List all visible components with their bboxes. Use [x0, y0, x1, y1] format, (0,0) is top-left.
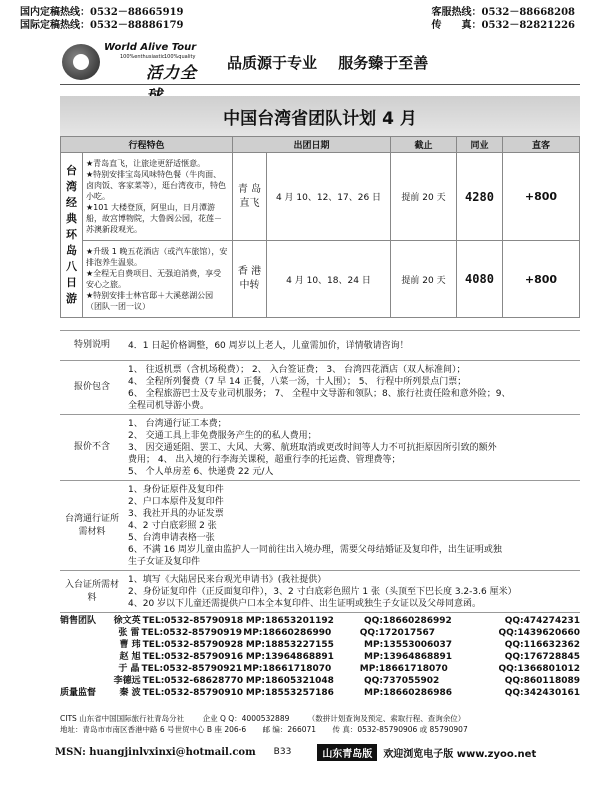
header-cutoff: 截止: [391, 137, 457, 153]
feature-line: ★特别安排士林官邸＋大溪慈湖公园: [86, 291, 214, 301]
direct-price: +800: [503, 153, 580, 241]
contact-tel: TEL:0532-85790921: [141, 664, 243, 674]
contact-role: 销售团队: [60, 616, 97, 626]
contact-mp: MP:18553257186: [245, 688, 334, 698]
info-line: 1、 往返机票（含机场税费）； 2、 入台签证费； 3、 台湾四花酒店（双人标准间）；: [128, 364, 466, 375]
contact-qq2: QQ:342430161: [504, 688, 580, 698]
company-address: 地址：青岛市市南区香港中路 6 号世贸中心 B 座 206-6: [60, 725, 247, 734]
peer-price: 4280: [457, 153, 503, 241]
page-number: B33: [273, 747, 292, 757]
info-label: 入台证所需材料: [60, 571, 124, 613]
contact-name: 秦 波: [119, 688, 141, 698]
contact-mp: MP:18660286990: [243, 628, 332, 638]
header-dates: 出团日期: [233, 137, 391, 153]
contact-qq2: QQ:474274231: [504, 616, 580, 626]
brand-bar: [60, 40, 580, 84]
company-zip: 邮 编：266071: [262, 725, 317, 734]
header-direct: 直客: [503, 137, 580, 153]
info-text: [124, 571, 580, 613]
contact-role: [60, 675, 111, 687]
info-line: 4、 全程所列餐费（7 早 14 正餐，八菜一汤，十人围）； 5、 行程中所列景点门票；: [128, 376, 467, 387]
info-line: 1、 台湾通行证工本费；: [128, 418, 227, 429]
schedule-header-row: [61, 137, 580, 153]
slogan-part-1: 品质源于专业: [227, 54, 318, 72]
contact-row: [60, 687, 580, 699]
brand-sub2: 100%quality: [164, 54, 196, 60]
contact-mp: MP:18661718070: [243, 664, 332, 674]
contact-name: 徐文英: [113, 616, 141, 626]
peer-price: 4080: [457, 241, 503, 318]
info-line: 2、 交通工具上非免费服务产生的的私人费用；: [128, 430, 317, 441]
info-included-row: [60, 361, 580, 415]
brand-sub1: 100%enthusiastic: [120, 54, 165, 60]
info-line: 3、我社开具的办证发票: [128, 508, 224, 519]
contact-name: 张 雷: [118, 628, 140, 638]
info-text: [124, 481, 580, 571]
info-line: 5、台湾申请表格一张: [128, 532, 215, 543]
contact-mp: MP:18853227155: [245, 640, 334, 650]
info-label: 台湾通行证所需材料: [60, 481, 124, 571]
welcome-link[interactable]: 欢迎浏览电子版 www.zyoo.net: [383, 748, 537, 760]
contact-qq: MP:13964868891: [364, 652, 453, 662]
contact-name: 曹 玮: [119, 640, 141, 650]
company-name: CITS 山东省中国国际旅行社青岛分社: [60, 714, 185, 723]
contacts-block: [60, 612, 580, 699]
info-excluded-row: [60, 415, 580, 481]
departure-dates: 4 月 10、12、17、26 日: [267, 153, 391, 241]
contact-row: [60, 639, 580, 651]
company-fax: 传 真：0532-85790906 或 85790907: [332, 725, 468, 734]
info-text: [124, 331, 580, 361]
contact-row: [60, 615, 580, 627]
contact-qq: MP:18661718070: [359, 664, 448, 674]
slogan: [227, 52, 444, 73]
contact-row: [60, 627, 580, 639]
info-line: 4、2 寸白底彩照 2 张: [128, 520, 217, 531]
direct-price: +800: [503, 241, 580, 318]
page-footer: [55, 742, 585, 762]
msn-contact: MSN: huangjinlvxinxi@hotmail.com: [55, 746, 256, 758]
info-line: 2、身份证复印件（正反面复印件），3、2 寸白底彩色照片 1 张（头顶至下巴长度 3.2-3.6 厘米）: [128, 586, 517, 597]
contact-name: 李德远: [113, 676, 141, 686]
features-b: [83, 241, 233, 318]
contact-qq: QQ:172017567: [359, 628, 436, 638]
info-line: 6、 全程旅游巴士及专业司机服务； 7、 全程中文导游和领队；8、旅行社责任险和意外险；9、: [128, 388, 511, 399]
info-line: 1、填写《大陆居民来台观光申请书》(我社提供）: [128, 574, 327, 585]
info-line: 1、身份证原件及复印件: [128, 484, 224, 495]
feature-line: ★101 大楼登顶，阿里山，日月潭游船，故宫博物院，大鲁阁公园，花莲－苏澳新段观光。: [86, 203, 222, 235]
contact-row: [60, 651, 580, 663]
international-hotline: 国际定稿热线：0532－88886179: [20, 20, 184, 31]
features-a: [83, 153, 233, 241]
contact-tel: TEL:0532-85790918: [142, 616, 244, 626]
contact-role: [60, 663, 110, 675]
departure-city: 香 港 中转: [233, 241, 267, 318]
info-entry-row: [60, 571, 580, 613]
info-table: [60, 330, 580, 613]
contact-mp: MP:18605321048: [245, 676, 334, 686]
globe-icon: [62, 44, 100, 80]
contact-tel: TEL:0532-85790928: [142, 640, 244, 650]
info-line: 6、不满 16 周岁儿童由监护人一同前往出入境办理，需要父母结婚证及复印件，出生证明或独: [128, 544, 502, 555]
route-name: 台湾经典环岛八日游: [61, 153, 83, 318]
info-label: 特别说明: [60, 331, 124, 361]
info-special-row: [60, 331, 580, 361]
table-row: [61, 153, 580, 241]
info-line: 4．1 日起价格调整，60 周岁以上老人，儿童需加价，详情敬请咨询！: [128, 340, 409, 351]
contact-qq: QQ:18660286992: [364, 616, 452, 626]
feature-line: ★特别安排宝岛风味特色餐（牛肉面、卤肉饭、客家菜等），逛台湾夜市，特色小吃。: [86, 170, 226, 202]
contact-qq: MP:18660286986: [364, 688, 453, 698]
footer-note: （数拼计划查询及预定、索取行程、查询余位）: [307, 714, 466, 723]
contact-qq2: QQ:860118089: [504, 676, 580, 686]
contact-name: 赵 旭: [119, 652, 141, 662]
slogan-part-2: 服务臻于至善: [338, 54, 429, 72]
service-hotline: 客服热线：0532－88668208: [431, 7, 575, 18]
feature-line: ★升级 1 晚五花酒店（或汽车旅馆），安排泡养生温泉。: [86, 247, 228, 268]
info-pass-row: [60, 481, 580, 571]
table-row: [61, 241, 580, 318]
page-title: 中国台湾省团队计划 4 月: [60, 96, 580, 136]
contact-role: [60, 651, 111, 663]
info-label: 报价不含: [60, 415, 124, 481]
contact-row: [60, 663, 580, 675]
feature-line: ★全程无自费项目、无强迫消费，享受安心之旅。: [86, 269, 222, 290]
contact-tel: TEL:0532-85790910: [142, 688, 244, 698]
contact-role: [60, 639, 111, 651]
feature-line: （团队一团一议）: [86, 302, 150, 312]
brand-chinese: 活力全: [146, 63, 198, 82]
contact-name: 于 晶: [118, 664, 140, 674]
brand-english: World Alive Tour: [104, 42, 197, 53]
schedule-table: [60, 136, 580, 318]
footer-line-2: [60, 724, 580, 735]
departure-dates: 4 月 10、18、24 日: [267, 241, 391, 318]
info-text: [124, 361, 580, 415]
company-qq: 企业 Q Q：4000532889: [202, 714, 290, 723]
edition-badge: 山东青岛版: [317, 744, 377, 761]
domestic-hotline: 国内定稿热线：0532－88665919: [20, 7, 184, 18]
info-text: [124, 415, 580, 481]
feature-line: ★青岛直飞，让旅途更舒适惬意。: [86, 159, 206, 169]
contact-tel: TEL:0532-68628770: [142, 676, 244, 686]
contact-qq2: QQ:176728845: [504, 652, 580, 662]
info-line: 5、 个人单房差 6、快递费 22 元/人: [128, 466, 274, 477]
contact-role: 质量监督: [60, 688, 97, 698]
contact-qq2: QQ:1366801012: [498, 664, 580, 674]
divider: [60, 84, 580, 85]
company-footer: [60, 713, 580, 735]
info-line: 生子女证及复印件: [128, 556, 201, 567]
company-logo: [60, 40, 210, 84]
footer-line-1: [60, 713, 580, 724]
cutoff: 提前 20 天: [391, 153, 457, 241]
header-peer: 同业: [457, 137, 503, 153]
info-line: 费用； 4、 出入境的行李海关课税，超重行李的托运费、管理费等；: [128, 454, 401, 465]
contact-role: [60, 627, 110, 639]
info-line: 2、户口本原件及复印件: [128, 496, 224, 507]
header-features: 行程特色: [61, 137, 233, 153]
info-line: 全程司机导游小费。: [128, 400, 210, 411]
contact-qq2: QQ:116632362: [504, 640, 580, 650]
contact-qq: QQ:737055902: [364, 676, 440, 686]
contact-tel: TEL:0532-85790919: [141, 628, 243, 638]
cutoff: 提前 20 天: [391, 241, 457, 318]
contact-mp: MP:18653201192: [245, 616, 334, 626]
contact-qq2: QQ:1439620660: [498, 628, 580, 638]
contact-row: [60, 675, 580, 687]
departure-city: 青 岛 直飞: [233, 153, 267, 241]
info-line: 3、 因交通延阻、罢工、大风、大雾、航班取消或更改时间等人力不可抗拒原因所引致的额外: [128, 442, 497, 453]
fax-number: 传 真：0532－82821226: [431, 20, 575, 31]
info-label: 报价包含: [60, 361, 124, 415]
info-line: 4、20 岁以下儿童还需提供户口本全本复印件、出生证明或独生子女证以及父母同意函。: [128, 598, 482, 609]
hotline-header: [20, 6, 575, 32]
contact-tel: TEL:0532-85790916: [142, 652, 244, 662]
contact-qq: MP:13553006037: [364, 640, 453, 650]
contact-mp: MP:13964868891: [245, 652, 334, 662]
